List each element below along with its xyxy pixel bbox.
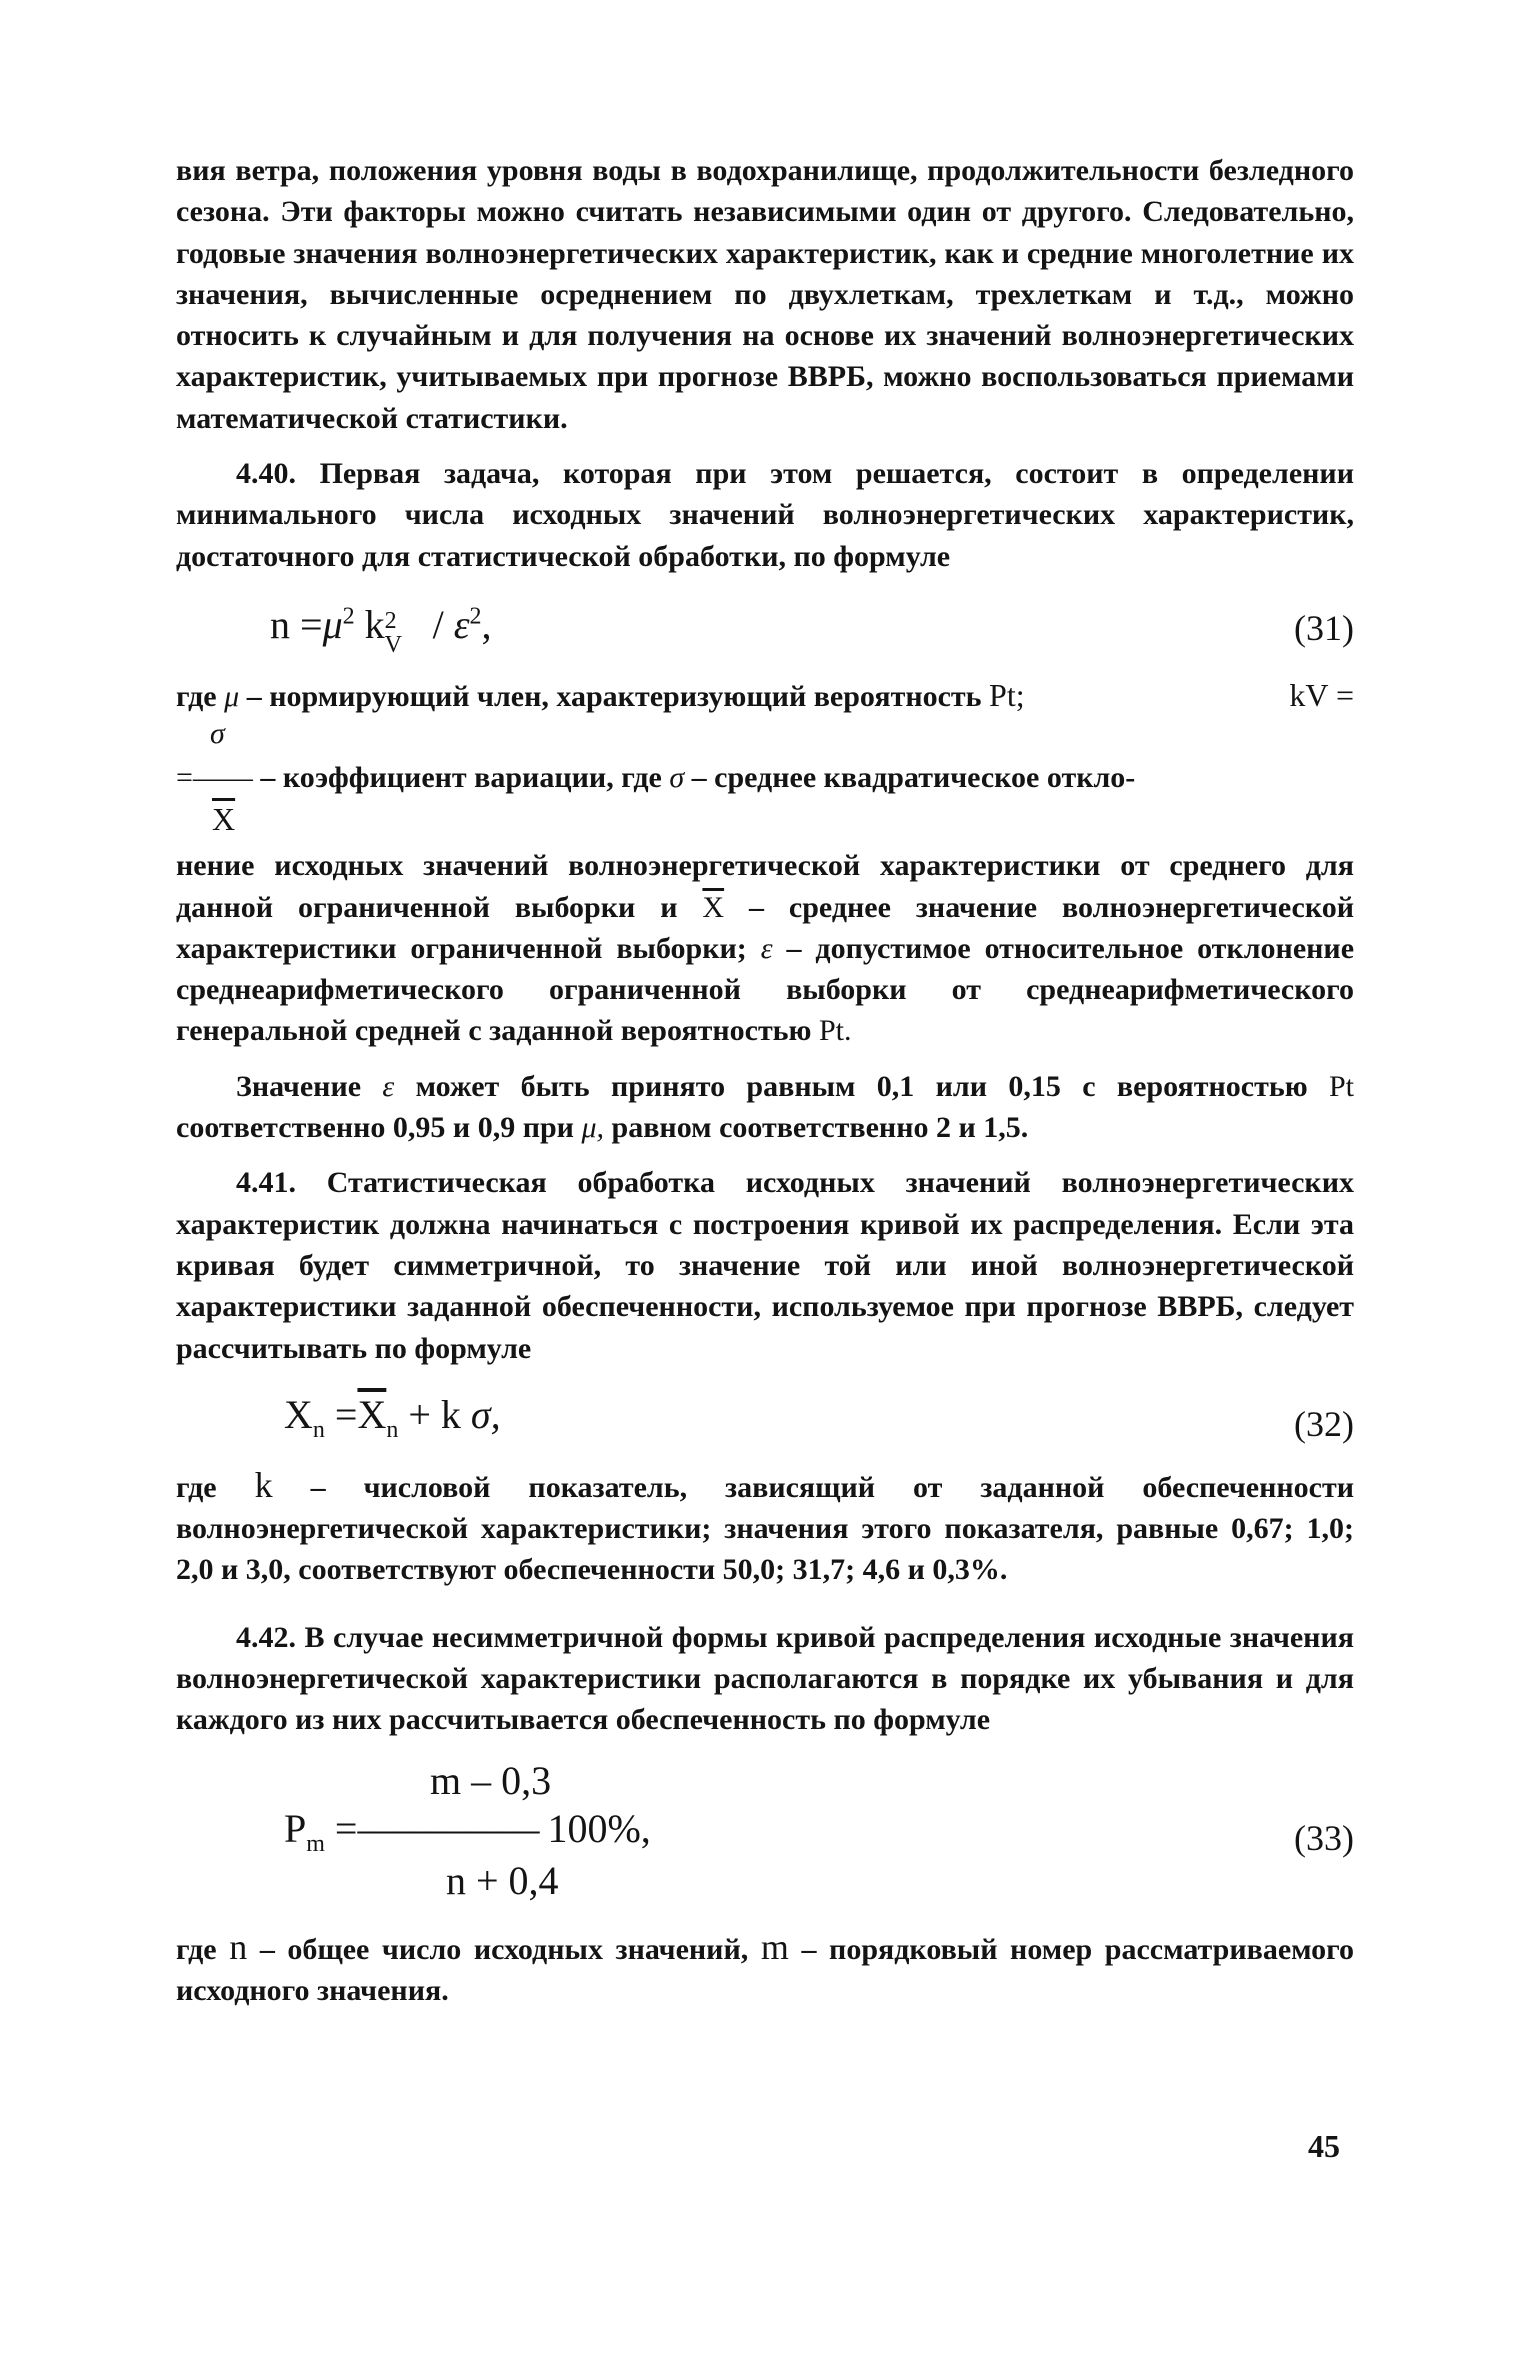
text: соответственно 0,95 и 0,9 при	[176, 1111, 574, 1145]
eq-mu: μ	[322, 601, 343, 647]
xbar-denominator: $\overline{X}$	[212, 801, 236, 838]
epsilon-paragraph	[176, 1066, 1354, 1149]
eq-exp: 2	[342, 603, 355, 630]
n-symbol: n	[229, 1926, 248, 1967]
text: Значение	[236, 1069, 362, 1103]
eq-var-n: n	[270, 601, 290, 647]
mu-symbol: μ,	[581, 1111, 605, 1145]
eq-sub-m: m	[306, 1830, 325, 1857]
section-text: В случае несимметричной формы кривой распределения исходные значения волноэнергетической характеристики располагаются в порядке их убывания и для каждого из них рассчитывается обеспеченность по формуле	[176, 1620, 1354, 1737]
text: где	[176, 1932, 217, 1966]
eq-exp-k: 2	[384, 607, 397, 634]
k-symbol: k	[254, 1464, 273, 1505]
section-4-42	[176, 1617, 1354, 1741]
where-31-rest	[176, 845, 1354, 1051]
where-31-line1	[176, 675, 1354, 717]
text: где	[176, 1470, 217, 1504]
sigma-numerator: σ	[210, 717, 225, 751]
text: – общее число исходных значений,	[259, 1932, 749, 1966]
eq-percent: 100%,	[547, 1805, 651, 1851]
text: может быть принято равным 0,1 или 0,15 с вероятностью	[415, 1069, 1308, 1103]
pt-symbol: Pt.	[818, 1014, 852, 1048]
equation-number: (31)	[1294, 607, 1354, 648]
eq-x: X	[284, 1391, 313, 1437]
text: где	[176, 679, 217, 713]
where-33	[176, 1927, 1354, 2012]
where-31-fraction	[176, 717, 1354, 845]
epsilon-symbol: ε	[760, 931, 773, 965]
mu-symbol: μ	[224, 679, 240, 713]
text: – числовой показатель, зависящий от заданной обеспеченности волноэнергетической характеристики; значения этого показателя, равные 0,67; 1,0; 2,0 и 3,0, соответствуют обеспеченности 50,0; 31,7; 4,6 и 0,3%.	[176, 1470, 1355, 1587]
paragraph-continued: вия ветра, положения уровня воды в водохранилище, продолжительности безледного сезона. Эти факторы можно считать независимыми один от другого. Следовательно, годовые значения волноэнергетических характеристик, как и средние многолетние их значения, вычисленные осреднением по двухлеткам, трехлеткам и т.д., можно относить к случайным и для получения на основе их значений волноэнергетических характеристик, учитываемых при прогнозе ВВРБ, можно воспользоваться приемами математической статистики.	[176, 154, 1354, 435]
section-number: 4.42.	[236, 1620, 296, 1654]
eq-equals: =	[300, 601, 323, 647]
eq-sub-n: n	[386, 1416, 399, 1443]
m-symbol: m	[760, 1926, 789, 1967]
page-body	[176, 150, 1354, 2011]
equation-32	[176, 1369, 1354, 1465]
text: – нормирующий член, характеризующий вероятность	[246, 679, 982, 713]
where-31-line2	[176, 757, 1354, 798]
section-number: 4.41.	[236, 1166, 296, 1200]
section-text: Первая задача, которая при этом решается, состоит в определении минимального числа исходных значений волноэнергетических характеристик, достаточного для статистической обработки, по формуле	[176, 457, 1355, 573]
eq-comma: ,	[481, 601, 492, 647]
sigma-symbol: σ	[669, 761, 685, 795]
epsilon-symbol: ε	[382, 1069, 395, 1103]
pt-symbol: Pt;	[989, 676, 1025, 713]
page-number: 45	[1308, 2128, 1340, 2164]
where-32	[176, 1465, 1354, 1591]
eq-sub-n: n	[312, 1416, 325, 1443]
text: нение исходных значений волноэнергетической характеристики от среднего для данной ограниченной выборки и	[176, 849, 1354, 924]
section-text: Статистическая обработка исходных значений волноэнергетических характеристик должна начинаться с построения кривой их распределения. Если эта кривая будет симметричной, то значение той или иной волноэнергетической характеристики заданной обеспеченности, используемое при прогнозе ВВРБ, следует рассчитывать по формуле	[176, 1166, 1354, 1365]
section-4-41	[176, 1162, 1354, 1368]
text: – допустимое относительное отклонение среднеарифметического ограниченной выборки от среднеарифметического генеральной средней с заданной вероятностью	[176, 931, 1355, 1048]
eq-sub-v: V	[384, 631, 402, 658]
text: – среднее значение волноэнергетической характеристики ограниченной выборки;	[176, 890, 1355, 965]
pt-symbol: Pt	[1328, 1069, 1354, 1103]
xbar-symbol: $\overline{X}$	[702, 890, 725, 924]
eq-sigma: σ,	[470, 1391, 501, 1437]
equation-number: (33)	[1294, 1817, 1354, 1858]
eq-equals: =	[334, 1391, 358, 1437]
equation-33	[176, 1741, 1354, 1927]
eq-xbar: $\overline{X}$	[357, 1391, 387, 1437]
eq-equals: =	[334, 1805, 358, 1851]
eq-p: P	[284, 1805, 307, 1851]
eq-plus-k: + k	[408, 1391, 461, 1437]
section-number: 4.40.	[236, 457, 296, 491]
section-4-40	[176, 453, 1354, 577]
eq-exp-eps: 2	[469, 603, 482, 630]
text: – порядковый номер рассматриваемого исходного значения.	[176, 1932, 1355, 2007]
text: – коэффициент вариации, где	[260, 761, 662, 795]
eq-numerator: m – 0,3	[430, 1757, 552, 1803]
fraction-bar: =––––	[176, 761, 253, 795]
eq-fraction-bar: ––––––––––	[357, 1805, 538, 1851]
eq-k: k	[364, 601, 385, 647]
equation-31	[176, 577, 1354, 675]
text: – среднее квадратическое откло-	[691, 761, 1136, 795]
kv-symbol: kV =	[1289, 676, 1354, 713]
equation-number: (32)	[1294, 1403, 1354, 1444]
text: равном соответственно 2 и 1,5.	[611, 1111, 1029, 1145]
eq-slash: /	[432, 601, 444, 647]
eq-denominator: n + 0,4	[446, 1857, 559, 1903]
eq-epsilon: ε	[453, 601, 470, 647]
